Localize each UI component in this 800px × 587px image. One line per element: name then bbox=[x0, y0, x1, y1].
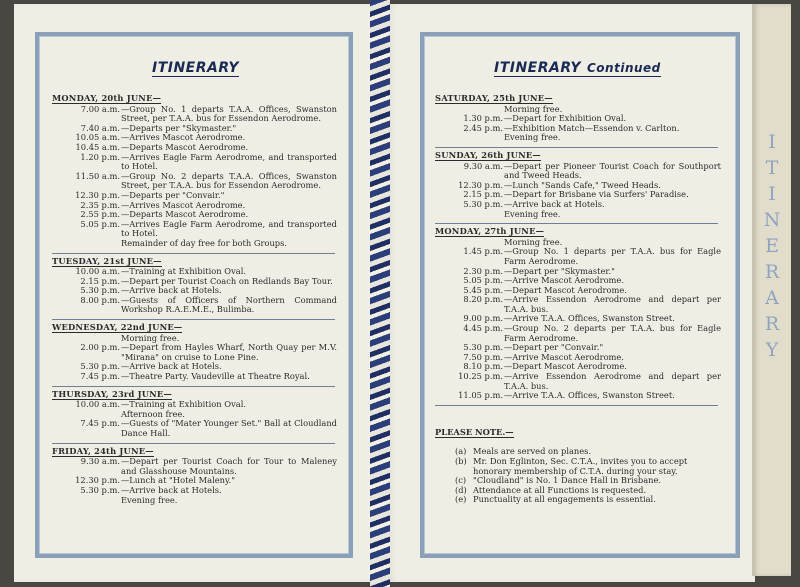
please-note-heading bbox=[435, 428, 721, 438]
entry-time: 7.40 a.m. bbox=[80, 122, 120, 133]
day-heading-text: MONDAY, 27th JUNE— bbox=[435, 226, 545, 237]
entry-time: 5.30 p.m. bbox=[463, 198, 503, 209]
entry-description: —Training at Exhibition Oval. bbox=[121, 266, 246, 277]
itinerary-entry bbox=[435, 247, 721, 266]
entry-description: —Arrive back at Hotels. bbox=[504, 198, 605, 209]
entry-time: 8.10 p.m. bbox=[463, 361, 503, 372]
day-divider bbox=[435, 147, 718, 148]
day-heading bbox=[52, 257, 337, 267]
entry-time: 5.05 p.m. bbox=[463, 275, 503, 286]
please-note-heading-text: PLEASE NOTE.— bbox=[435, 426, 514, 437]
entry-time: 2.00 p.m. bbox=[80, 342, 120, 353]
tab-letter: Y bbox=[765, 339, 779, 361]
entry-description: —Arrive Essendon Aerodrome and depart per T.A.A. bus. bbox=[504, 371, 721, 391]
entry-description: —Arrives Eagle Farm Aerodrome, and transported to Hotel. bbox=[121, 218, 337, 239]
entry-description: —Departs Mascot Aerodrome. bbox=[121, 141, 249, 152]
entry-description: —Training at Exhibition Oval. bbox=[121, 399, 246, 410]
day-heading-text: TUESDAY, 21st JUNE— bbox=[52, 255, 162, 266]
entry-description: —Depart per Pioneer Tourist Coach for Southport and Tweed Heads. bbox=[504, 160, 721, 181]
entry-description: —Arrives Mascot Aerodrome. bbox=[121, 132, 246, 143]
entry-description: —Group No. 1 departs T.A.A. Offices, Swanston Street, per T.A.A. bus for Essendon Aerodrome. bbox=[121, 103, 337, 124]
tab-letter: I bbox=[768, 183, 776, 205]
entry-note: Morning free. bbox=[504, 236, 563, 247]
entry-time: 5.30 p.m. bbox=[80, 285, 120, 296]
itinerary-entry bbox=[435, 295, 721, 314]
entry-description: —Depart from Hayles Wharf, North Quay per M.V. "Mirana" on cruise to Lone Pine. bbox=[121, 342, 337, 362]
entry-time: 7.45 p.m. bbox=[80, 418, 120, 429]
entry-note: Evening free. bbox=[504, 208, 561, 219]
entry-description: —Depart per "Skymaster." bbox=[504, 265, 615, 276]
day-heading bbox=[435, 151, 721, 161]
entry-description: —Departs per "Convair." bbox=[121, 189, 225, 200]
day-heading bbox=[435, 227, 721, 237]
entry-time: 5.30 p.m. bbox=[80, 484, 120, 495]
entry-time: 2.15 p.m. bbox=[463, 189, 503, 200]
entry-time: 1.20 p.m. bbox=[80, 151, 120, 162]
entry-time: 1.30 p.m. bbox=[463, 113, 503, 124]
note-text: "Cloudland" is No. 1 Dance Hall in Brisbane. bbox=[473, 475, 662, 486]
day-heading bbox=[435, 94, 721, 104]
entry-time: 2.30 p.m. bbox=[463, 265, 503, 276]
tab-letter: R bbox=[764, 261, 780, 283]
day-heading bbox=[52, 390, 337, 400]
itinerary-entry bbox=[52, 105, 337, 124]
entry-time: 7.00 a.m. bbox=[80, 103, 120, 114]
entry-time: 8.20 p.m. bbox=[463, 294, 503, 305]
entry-description: —Group No. 1 departs per T.A.A. bus for Eagle Farm Aerodrome. bbox=[504, 246, 721, 266]
day-heading-text: THURSDAY, 23rd JUNE— bbox=[52, 388, 172, 399]
itinerary-entry bbox=[435, 200, 721, 210]
entry-note: Morning free. bbox=[121, 332, 180, 343]
day-divider bbox=[435, 405, 718, 406]
entry-description: —Exhibition Match—Essendon v. Carlton. bbox=[504, 122, 680, 133]
note-key: (d) bbox=[455, 484, 467, 495]
entry-note: Remainder of day free for both Groups. bbox=[121, 237, 288, 248]
itinerary-entry bbox=[52, 220, 337, 239]
entry-time: 11.05 p.m. bbox=[458, 390, 503, 401]
entry-description: —Depart for Brisbane via Surfers' Paradise. bbox=[504, 189, 689, 200]
entry-description: —Guests of "Mater Younger Set." Ball at Cloudland Dance Hall. bbox=[121, 418, 337, 438]
title-text: ITINERARY bbox=[494, 60, 581, 76]
day-heading-text: FRIDAY, 24th JUNE— bbox=[52, 445, 154, 456]
day-heading-text: SUNDAY, 26th JUNE— bbox=[435, 149, 541, 160]
index-tab-page bbox=[752, 4, 791, 576]
entry-note: Afternoon free. bbox=[121, 408, 185, 419]
entry-description: —Arrive Mascot Aerodrome. bbox=[504, 351, 624, 362]
entry-description: —Depart per "Convair." bbox=[504, 342, 604, 353]
entry-note: Evening free. bbox=[504, 132, 561, 143]
note-text: Attendance at all Functions is requested. bbox=[473, 484, 647, 495]
left-page-title bbox=[152, 60, 239, 77]
itinerary-entry bbox=[52, 296, 337, 315]
entry-time: 12.30 p.m. bbox=[75, 189, 120, 200]
entry-time: 5.30 p.m. bbox=[463, 342, 503, 353]
itinerary-entry bbox=[52, 457, 337, 476]
itinerary-entry bbox=[52, 153, 337, 172]
entry-description: —Arrive back at Hotels. bbox=[121, 361, 222, 372]
entry-time: 10.00 a.m. bbox=[75, 399, 120, 410]
entry-time: 5.30 p.m. bbox=[80, 361, 120, 372]
itinerary-entry bbox=[435, 162, 721, 181]
entry-description: —Depart for Exhibition Oval. bbox=[504, 113, 627, 124]
itinerary-entry bbox=[52, 343, 337, 362]
note-text: Punctuality at all engagements is essential. bbox=[473, 494, 656, 505]
entry-description: —Depart per Tourist Coach for Tour to Maleney and Glasshouse Mountains. bbox=[121, 456, 337, 476]
title-suffix: Continued bbox=[587, 61, 661, 75]
entry-description: —Arrive Mascot Aerodrome. bbox=[504, 275, 624, 286]
entry-time: 5.45 p.m. bbox=[463, 284, 503, 295]
entry-time: 12.30 p.m. bbox=[458, 179, 503, 190]
day-heading bbox=[52, 447, 337, 457]
entry-description: —Departs Mascot Aerodrome. bbox=[121, 209, 249, 220]
tab-letter: I bbox=[768, 131, 776, 153]
entry-time: 11.50 a.m. bbox=[75, 170, 120, 181]
tab-vertical-title bbox=[753, 129, 791, 363]
binding-cord bbox=[370, 0, 390, 587]
entry-description: —Theatre Party. Vaudeville at Theatre Royal. bbox=[121, 371, 310, 382]
entry-time: 10.05 a.m. bbox=[75, 132, 120, 143]
entry-description: —Lunch "Sands Cafe," Tweed Heads. bbox=[504, 179, 661, 190]
entry-description: —Arrive T.A.A. Offices, Swanston Street. bbox=[504, 390, 675, 401]
entry-time: 2.55 p.m. bbox=[80, 209, 120, 220]
day-divider bbox=[52, 253, 335, 254]
entry-time: 9.30 a.m. bbox=[463, 160, 503, 171]
entry-description: —Arrive back at Hotels. bbox=[121, 484, 222, 495]
itinerary-entry bbox=[52, 372, 337, 382]
itinerary-entry bbox=[52, 419, 337, 438]
day-heading-text: WEDNESDAY, 22nd JUNE— bbox=[52, 322, 183, 333]
entry-time: 10.00 a.m. bbox=[75, 266, 120, 277]
entry-description: —Group No. 2 departs T.A.A. Offices, Swanston Street, per T.A.A. bus for Essendon Aerodrome. bbox=[121, 170, 337, 191]
note-item bbox=[455, 495, 721, 505]
tab-letter: T bbox=[765, 157, 779, 179]
entry-time: 5.05 p.m. bbox=[80, 218, 120, 229]
itinerary-entry bbox=[52, 486, 337, 496]
tab-letter: N bbox=[763, 209, 781, 231]
entry-description: —Depart Mascot Aerodrome. bbox=[504, 284, 627, 295]
entry-description: —Group No. 2 departs per T.A.A. bus for Eagle Farm Aerodrome. bbox=[504, 323, 721, 343]
itinerary-entry bbox=[435, 391, 721, 401]
entry-description: —Arrive back at Hotels. bbox=[121, 285, 222, 296]
note-key: (b) bbox=[455, 456, 467, 466]
entry-description: —Depart per Tourist Coach on Redlands Bay Tour. bbox=[121, 275, 333, 286]
entry-time: 2.45 p.m. bbox=[463, 122, 503, 133]
itinerary-entry bbox=[52, 172, 337, 191]
itinerary-entry bbox=[435, 372, 721, 391]
entry-description: —Lunch at "Hotel Maleny." bbox=[121, 475, 236, 486]
note-item bbox=[455, 457, 721, 476]
itinerary-entry bbox=[435, 124, 721, 134]
day-divider bbox=[435, 223, 718, 224]
entry-time: 7.50 p.m. bbox=[463, 351, 503, 362]
entry-description: —Arrives Eagle Farm Aerodrome, and transported to Hotel. bbox=[121, 151, 337, 172]
entry-time: 4.45 p.m. bbox=[463, 323, 503, 334]
title-text: ITINERARY bbox=[152, 60, 239, 76]
entry-description: —Arrives Mascot Aerodrome. bbox=[121, 199, 246, 210]
note-key: (a) bbox=[455, 446, 467, 457]
entry-time: 9.00 p.m. bbox=[463, 313, 503, 324]
entry-time: 7.45 p.m. bbox=[80, 371, 120, 382]
right-itinerary-column bbox=[435, 91, 721, 505]
entry-time: 12.30 p.m. bbox=[75, 475, 120, 486]
day-divider bbox=[52, 319, 335, 320]
entry-description: —Arrive Essendon Aerodrome and depart per T.A.A. bus. bbox=[504, 294, 721, 314]
day-heading-text: MONDAY, 20th JUNE— bbox=[52, 93, 162, 103]
note-text: Mr. Don Eglinton, Sec. C.T.A., invites you to accept honorary membership of C.T.A. during your stay. bbox=[473, 456, 688, 476]
itinerary-entry bbox=[52, 400, 337, 410]
day-divider bbox=[52, 386, 335, 387]
left-itinerary-column bbox=[52, 91, 337, 505]
day-heading bbox=[52, 94, 337, 104]
itinerary-entry bbox=[435, 324, 721, 343]
entry-time: 1.45 p.m. bbox=[463, 246, 503, 257]
right-page-title bbox=[494, 60, 661, 77]
entry-description: —Guests of Officers of Northern Command Workshop R.A.E.M.E., Bulimba. bbox=[121, 294, 337, 315]
entry-time: 10.45 a.m. bbox=[75, 141, 120, 152]
day-heading bbox=[52, 323, 337, 333]
entry-time: 2.15 p.m. bbox=[80, 275, 120, 286]
note-text: Meals are served on planes. bbox=[473, 446, 592, 457]
entry-note: Morning free. bbox=[504, 103, 563, 114]
tab-letter: A bbox=[765, 287, 779, 309]
note-key: (c) bbox=[455, 475, 467, 486]
tab-letter: R bbox=[764, 313, 780, 335]
note-key: (e) bbox=[455, 494, 467, 505]
entry-note: Evening free. bbox=[121, 494, 178, 505]
entry-description: —Depart Mascot Aerodrome. bbox=[504, 361, 627, 372]
entry-time: 10.25 p.m. bbox=[458, 371, 503, 382]
entry-time: 9.30 a.m. bbox=[80, 456, 120, 467]
entry-time: 8.00 p.m. bbox=[80, 294, 120, 305]
entry-description: —Arrive T.A.A. Offices, Swanston Street. bbox=[504, 313, 675, 324]
entry-time: 2.35 p.m. bbox=[80, 199, 120, 210]
entry-description: —Departs per "Skymaster." bbox=[121, 122, 237, 133]
day-heading-text: SATURDAY, 25th JUNE— bbox=[435, 93, 553, 103]
tab-letter: E bbox=[765, 235, 779, 257]
day-divider bbox=[52, 443, 335, 444]
